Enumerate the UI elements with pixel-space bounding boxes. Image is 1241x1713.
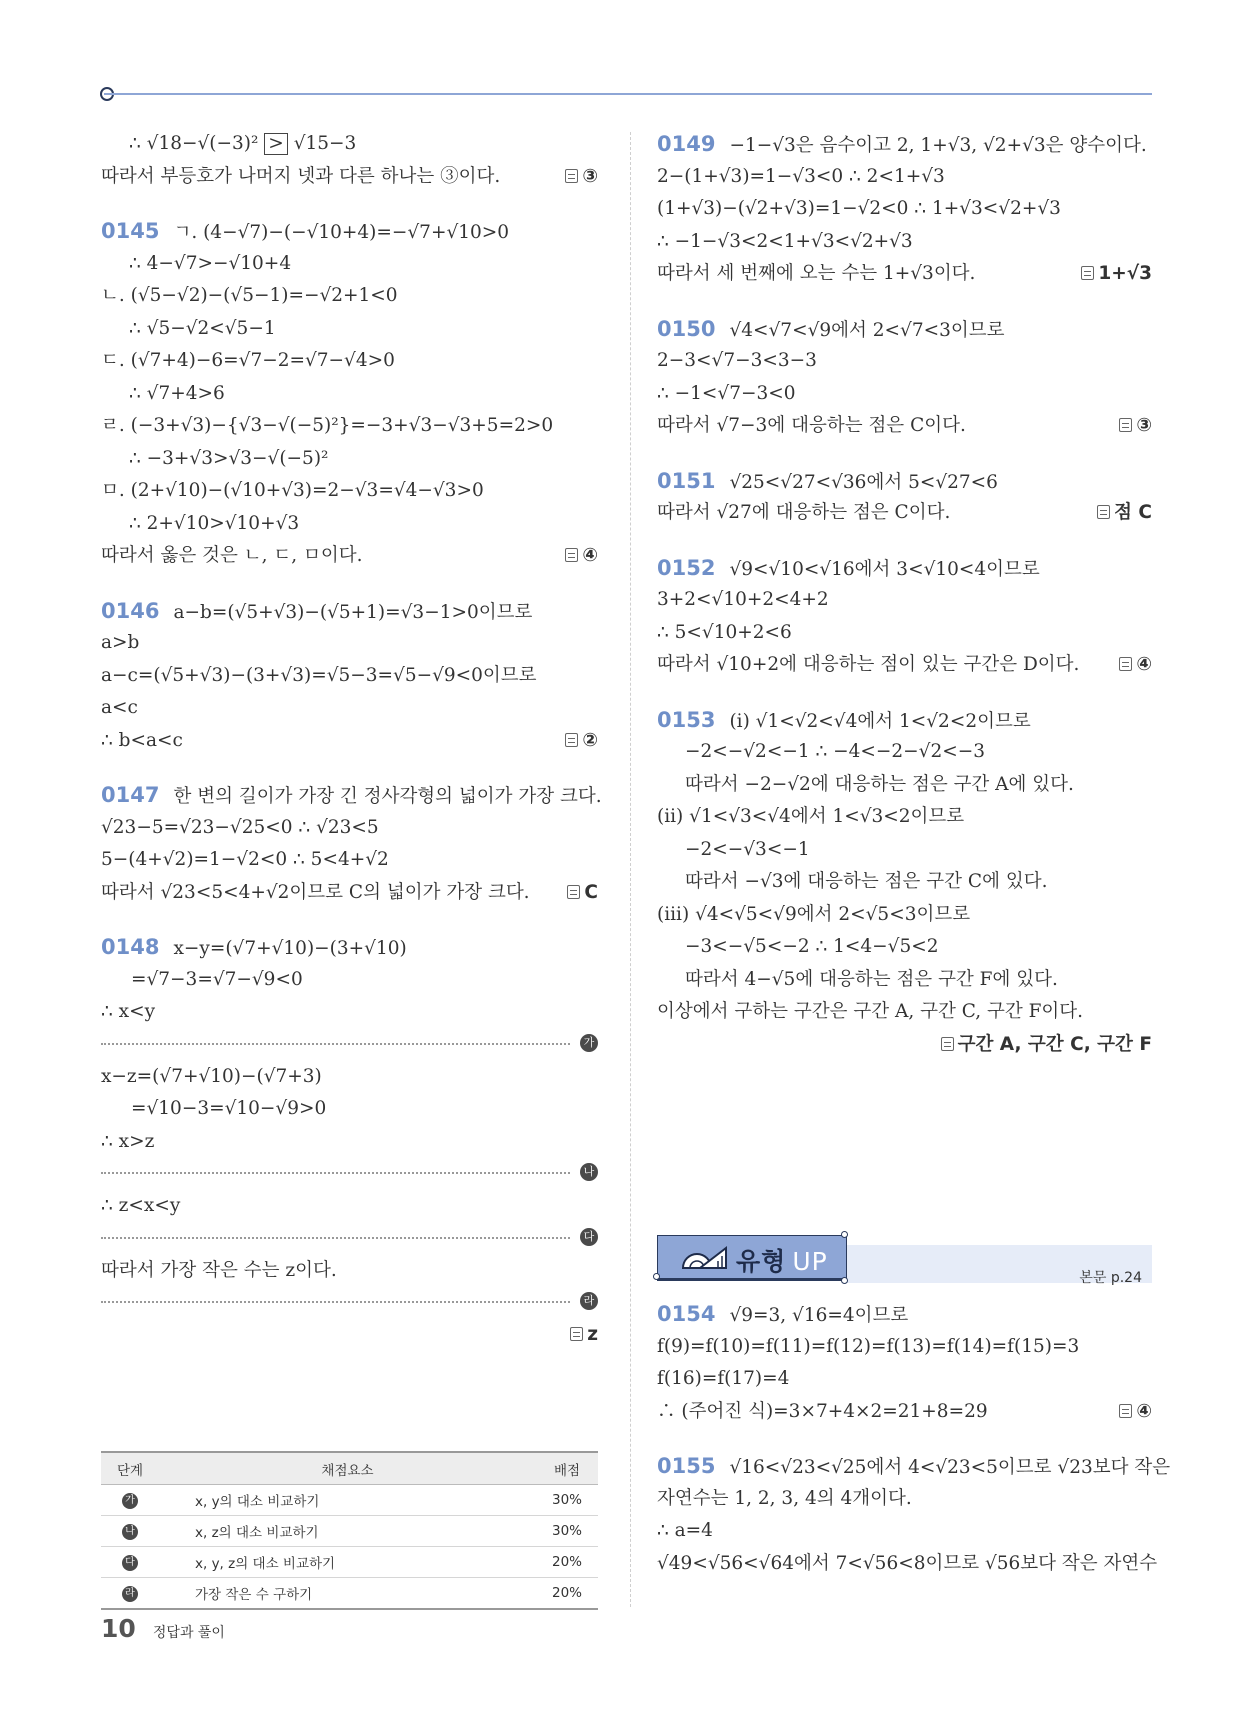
problem-start-line <box>657 1450 1171 1483</box>
solution-text: ∴ x<y <box>101 1001 156 1022</box>
solution-text: a−c=(√5+√3)−(3+√3)=√5−3=√5−√9<0이므로 <box>101 664 537 686</box>
solution-text: √23−5=√23−√25<0 ∴ √23<5 <box>101 816 379 838</box>
solution-line <box>657 258 1152 291</box>
answer-value: ④ <box>582 545 598 566</box>
solution-line <box>101 540 598 573</box>
solution-line <box>657 736 1152 769</box>
solution-text: √9=3, √16=4이므로 <box>729 1305 909 1326</box>
solution-text: ∴ x>z <box>101 1130 155 1152</box>
right-column <box>657 128 1152 1061</box>
answer-mark <box>565 540 598 573</box>
solution-text: −2<−√3<−1 <box>685 838 810 860</box>
problem-start-line <box>101 931 598 964</box>
solution-text: 따라서 −√3에 대응하는 점은 구간 C에 있다. <box>685 871 1048 892</box>
solution-line <box>657 1363 1152 1396</box>
solution-line <box>657 1483 1152 1516</box>
solution-line <box>101 1255 598 1288</box>
solution-text: ∴ √7+4>6 <box>129 382 225 404</box>
solution-text: x−z=(√7+√10)−(√7+3) <box>101 1065 322 1087</box>
answer-box: > <box>264 133 288 155</box>
solution-text: √15−3 <box>293 133 357 154</box>
answer-value: 1+√3 <box>1098 263 1152 284</box>
solution-text: (ii) √1<√3<√4에서 1<√3<2이므로 <box>657 806 965 827</box>
solution-text: √25<√27<√36에서 5<√27<6 <box>729 471 998 493</box>
solution-text: ∴ −1−√3<2<1+√3<√2+√3 <box>657 230 913 252</box>
solution-line <box>657 866 1152 899</box>
solution-line <box>101 996 598 1029</box>
criterion-cell: x, z의 대소 비교하기 <box>159 1516 536 1547</box>
section-label: 정답과 풀이 <box>152 1625 225 1641</box>
solution-text: 한 변의 길이가 가장 긴 정사각형의 넓이가 가장 크다. <box>173 786 602 807</box>
banner-corner-dot <box>841 1277 848 1284</box>
solution-text: ㄱ. (4−√7)−(−√10+4)=−√7+√10>0 <box>173 222 510 243</box>
answer-icon <box>567 885 580 899</box>
stage-marker: 라 <box>580 1292 598 1310</box>
solution-line <box>657 769 1152 802</box>
problem-number: 0153 <box>657 707 716 732</box>
answer-mark <box>565 161 598 194</box>
solution-text: 따라서 가장 작은 수는 z이다. <box>101 1259 337 1281</box>
solution-text: f(9)=f(10)=f(11)=f(12)=f(13)=f(14)=f(15)=3 <box>657 1335 1080 1357</box>
stage-marker: 가 <box>580 1034 598 1052</box>
problem-number: 0155 <box>657 1454 716 1478</box>
points-cell: 30% <box>536 1485 598 1516</box>
solution-line <box>101 1061 598 1094</box>
solution-text: 따라서 √27에 대응하는 점은 C이다. <box>657 502 951 523</box>
solution-line <box>657 801 1152 834</box>
solution-line <box>657 193 1152 226</box>
table-row <box>101 1578 598 1610</box>
solution-text: 따라서 옳은 것은 ㄴ, ㄷ, ㅁ이다. <box>101 545 363 566</box>
stage-marker: 가 <box>122 1493 138 1509</box>
answer-value: ④ <box>1136 654 1152 675</box>
solution-text: 따라서 4−√5에 대응하는 점은 구간 F에 있다. <box>685 968 1058 990</box>
answer-mark <box>570 1319 598 1352</box>
solution-line <box>101 627 598 660</box>
answer-icon <box>565 548 578 562</box>
stage-marker: 나 <box>122 1524 138 1540</box>
solution-text: 따라서 −2−√2에 대응하는 점은 구간 A에 있다. <box>685 773 1074 795</box>
answer-value: z <box>587 1324 598 1345</box>
solution-text: ∴ 5<√10+2<6 <box>657 621 792 643</box>
answer-icon <box>1119 1404 1132 1418</box>
stage-divider <box>101 1223 598 1255</box>
problem-start-line <box>657 552 1152 585</box>
solution-text: a<c <box>101 697 138 718</box>
answer-icon <box>565 733 578 747</box>
table-row <box>101 1547 598 1578</box>
solution-text: (1+√3)−(√2+√3)=1−√2<0 ∴ 1+√3<√2+√3 <box>657 198 1061 219</box>
points-cell: 20% <box>536 1578 598 1610</box>
answer-icon <box>1097 505 1110 519</box>
problem-number: 0151 <box>657 468 716 493</box>
solution-line <box>101 475 598 508</box>
banner-title <box>736 1242 828 1278</box>
page-number: 10 <box>101 1614 136 1643</box>
solution-text: 따라서 √7−3에 대응하는 점은 C이다. <box>657 415 966 436</box>
solution-text: ∴ z<x<y <box>101 1195 181 1216</box>
answer-mark <box>565 725 598 758</box>
solution-line <box>101 508 598 541</box>
answer-icon <box>1081 266 1094 280</box>
solution-text: ㄷ. (√7+4)−6=√7−2=√7−√4>0 <box>101 350 395 371</box>
problem-start-line <box>657 128 1152 161</box>
solution-line <box>657 1029 1152 1062</box>
solution-line <box>657 345 1152 378</box>
solution-text: ∴ a=4 <box>657 1520 713 1541</box>
solution-text: √4<√7<√9에서 2<√7<3이므로 <box>729 319 1005 341</box>
solution-line <box>657 1515 1152 1548</box>
solution-line <box>101 725 598 758</box>
answer-value: ④ <box>1136 1400 1152 1422</box>
answer-mark <box>1119 1396 1152 1429</box>
solution-line <box>101 161 598 194</box>
banner-suffix: UP <box>792 1247 828 1276</box>
stage-divider <box>101 1029 598 1061</box>
solution-line <box>101 1190 598 1223</box>
answer-icon <box>1119 418 1132 432</box>
solution-line <box>657 899 1152 932</box>
score-table <box>101 1451 598 1610</box>
solution-line <box>101 1126 598 1159</box>
banner-corner-dot <box>841 1231 848 1238</box>
solution-line <box>101 280 598 313</box>
problem-number: 0146 <box>101 598 160 623</box>
solution-text: ∴ 4−√7>−√10+4 <box>129 252 292 274</box>
solution-text: 따라서 부등호가 나머지 넷과 다른 하나는 ③이다. <box>101 165 501 187</box>
solution-line <box>101 692 598 725</box>
solution-line <box>101 313 598 346</box>
solution-text: ㄹ. (−3+√3)−{√3−√(−5)²}=−3+√3−√3+5=2>0 <box>101 415 554 436</box>
problem-start-line <box>657 313 1152 346</box>
solution-line <box>657 584 1152 617</box>
solution-line <box>657 378 1152 411</box>
left-column <box>101 128 602 1352</box>
solution-text: ∴ −1<√7−3<0 <box>657 382 796 404</box>
solution-text: (i) √1<√2<√4에서 1<√2<2이므로 <box>729 710 1031 732</box>
solution-line <box>101 1093 598 1126</box>
solution-line <box>657 649 1152 682</box>
answer-icon <box>570 1327 583 1341</box>
answer-mark <box>1097 497 1152 530</box>
solution-line <box>101 378 598 411</box>
header-points: 배점 <box>536 1452 598 1485</box>
solution-text: x−y=(√7+√10)−(3+√10) <box>173 938 407 959</box>
problem-start-line <box>657 465 1152 498</box>
banner-title-text: 유형 <box>736 1247 787 1276</box>
solution-line <box>657 161 1152 194</box>
answer-icon <box>941 1037 954 1051</box>
problem-number: 0148 <box>101 935 160 959</box>
solution-text: ∴ √5−√2<√5−1 <box>129 317 276 339</box>
solution-text: −2<−√2<−1 ∴ −4<−2−√2<−3 <box>685 741 986 762</box>
solution-line <box>657 410 1152 443</box>
solution-text: ∴ b<a<c <box>101 729 183 751</box>
problem-start-line <box>101 595 598 628</box>
solution-line <box>657 226 1152 259</box>
stage-marker: 라 <box>122 1586 138 1602</box>
solution-line <box>101 964 598 997</box>
answer-value: ③ <box>582 165 598 187</box>
solution-text: f(16)=f(17)=4 <box>657 1368 790 1389</box>
problem-number: 0154 <box>657 1302 716 1326</box>
problem-start-line <box>657 1298 1152 1331</box>
solution-line <box>101 128 598 161</box>
solution-line <box>657 964 1152 997</box>
answer-value: 구간 A, 구간 C, 구간 F <box>957 1033 1152 1055</box>
table-row <box>101 1485 598 1516</box>
problem-start-line <box>101 215 598 248</box>
criterion-cell: x, y의 대소 비교하기 <box>159 1485 536 1516</box>
solution-text: ∴ −3+√3>√3−√(−5)² <box>129 447 329 469</box>
answer-mark <box>1119 649 1152 682</box>
solution-text: =√10−3=√10−√9>0 <box>131 1098 327 1119</box>
solution-text: =√7−3=√7−√9<0 <box>131 968 303 990</box>
stage-marker: 다 <box>122 1555 138 1571</box>
points-cell: 30% <box>536 1516 598 1547</box>
solution-text: 3+2<√10+2<4+2 <box>657 589 829 610</box>
problem-start-line <box>657 704 1152 737</box>
solution-text: 자연수는 1, 2, 3, 4의 4개이다. <box>657 1487 912 1509</box>
criterion-cell: 가장 작은 수 구하기 <box>159 1578 536 1610</box>
header-criterion: 채점요소 <box>159 1452 536 1485</box>
solution-line <box>101 345 598 378</box>
score-table-header <box>101 1452 598 1485</box>
answer-icon <box>1119 657 1132 671</box>
points-cell: 20% <box>536 1547 598 1578</box>
solution-text: 2−3<√7−3<3−3 <box>657 350 817 371</box>
criterion-cell: x, y, z의 대소 비교하기 <box>159 1547 536 1578</box>
solution-text: −3<−√5<−2 ∴ 1<4−√5<2 <box>685 936 939 957</box>
answer-mark <box>941 1029 1152 1062</box>
header-stage: 단계 <box>101 1452 159 1485</box>
solution-text: ∴ 2+√10>√10+√3 <box>129 512 300 534</box>
section-banner <box>657 1235 1152 1286</box>
stage-marker: 다 <box>580 1228 598 1246</box>
solution-text: 따라서 √23<5<4+√2이므로 C의 넓이가 가장 크다. <box>101 881 530 903</box>
solution-line <box>657 1548 1158 1581</box>
banner-corner-dot <box>653 1273 660 1280</box>
solution-line <box>657 1396 1152 1429</box>
stage-marker: 나 <box>580 1163 598 1181</box>
solution-text: ∴ (주어진 식)=3×7+4×2=21+8=29 <box>657 1400 988 1422</box>
answer-mark <box>1081 258 1152 291</box>
answer-value: C <box>584 881 598 903</box>
solution-line <box>657 834 1152 867</box>
solution-text: (iii) √4<√5<√9에서 2<√5<3이므로 <box>657 903 971 925</box>
solution-line <box>101 443 598 476</box>
header-rule <box>104 93 1152 95</box>
banner-tag <box>657 1235 847 1279</box>
solution-line <box>101 844 598 877</box>
protractor-ruler-icon <box>680 1244 728 1270</box>
column-divider <box>630 132 631 1607</box>
solution-text: −1−√3은 음수이고 2, 1+√3, √2+√3은 양수이다. <box>729 135 1147 156</box>
solution-text: a>b <box>101 632 140 653</box>
right-lower-column <box>657 1298 1171 1580</box>
solution-text: 이상에서 구하는 구간은 구간 A, 구간 C, 구간 F이다. <box>657 1001 1084 1022</box>
table-row <box>101 1516 598 1547</box>
banner-strip <box>845 1245 1152 1286</box>
solution-line <box>657 996 1152 1029</box>
solution-text: 5−(4+√2)=1−√2<0 ∴ 5<4+√2 <box>101 849 389 870</box>
answer-icon <box>565 169 578 183</box>
solution-text: √16<√23<√25에서 4<√23<5이므로 √23보다 작은 <box>729 1457 1171 1478</box>
problem-number: 0150 <box>657 316 716 341</box>
solution-text: ∴ √18−√(−3)² <box>129 133 259 154</box>
solution-text: 2−(1+√3)=1−√3<0 ∴ 2<1+√3 <box>657 165 945 187</box>
answer-value: ② <box>582 729 598 751</box>
solution-text: √9<√10<√16에서 3<√10<4이므로 <box>729 558 1040 580</box>
solution-text: ㄴ. (√5−√2)−(√5−1)=−√2+1<0 <box>101 285 398 306</box>
problem-number: 0149 <box>657 132 716 156</box>
stage-divider <box>101 1158 598 1190</box>
problem-number: 0147 <box>101 783 160 807</box>
solution-line <box>101 248 598 281</box>
page-reference: 본문 p.24 <box>1079 1270 1142 1286</box>
solution-line <box>657 931 1152 964</box>
answer-mark <box>567 877 598 910</box>
solution-line <box>101 660 598 693</box>
solution-text: √49<√56<√64에서 7<√56<8이므로 √56보다 작은 자연수 <box>657 1552 1158 1574</box>
answer-value: ③ <box>1136 415 1152 436</box>
answer-value: 점 C <box>1114 502 1152 523</box>
problem-number: 0152 <box>657 555 716 580</box>
stage-divider <box>101 1287 598 1319</box>
solution-line <box>657 1331 1152 1364</box>
solution-line <box>101 812 598 845</box>
page-footer <box>101 1614 225 1643</box>
problem-start-line <box>101 779 602 812</box>
solution-text: a−b=(√5+√3)−(√5+1)=√3−1>0이므로 <box>173 601 533 623</box>
problem-number: 0145 <box>101 219 160 243</box>
solution-line <box>101 410 598 443</box>
solution-line <box>657 617 1152 650</box>
solution-line <box>657 497 1152 530</box>
solution-text: 따라서 √10+2에 대응하는 점이 있는 구간은 D이다. <box>657 654 1080 675</box>
solution-line <box>101 877 598 910</box>
solution-line <box>101 1319 598 1352</box>
solution-text: 따라서 세 번째에 오는 수는 1+√3이다. <box>657 263 976 284</box>
solution-text: ㅁ. (2+√10)−(√10+√3)=2−√3=√4−√3>0 <box>101 480 484 501</box>
answer-mark <box>1119 410 1152 443</box>
